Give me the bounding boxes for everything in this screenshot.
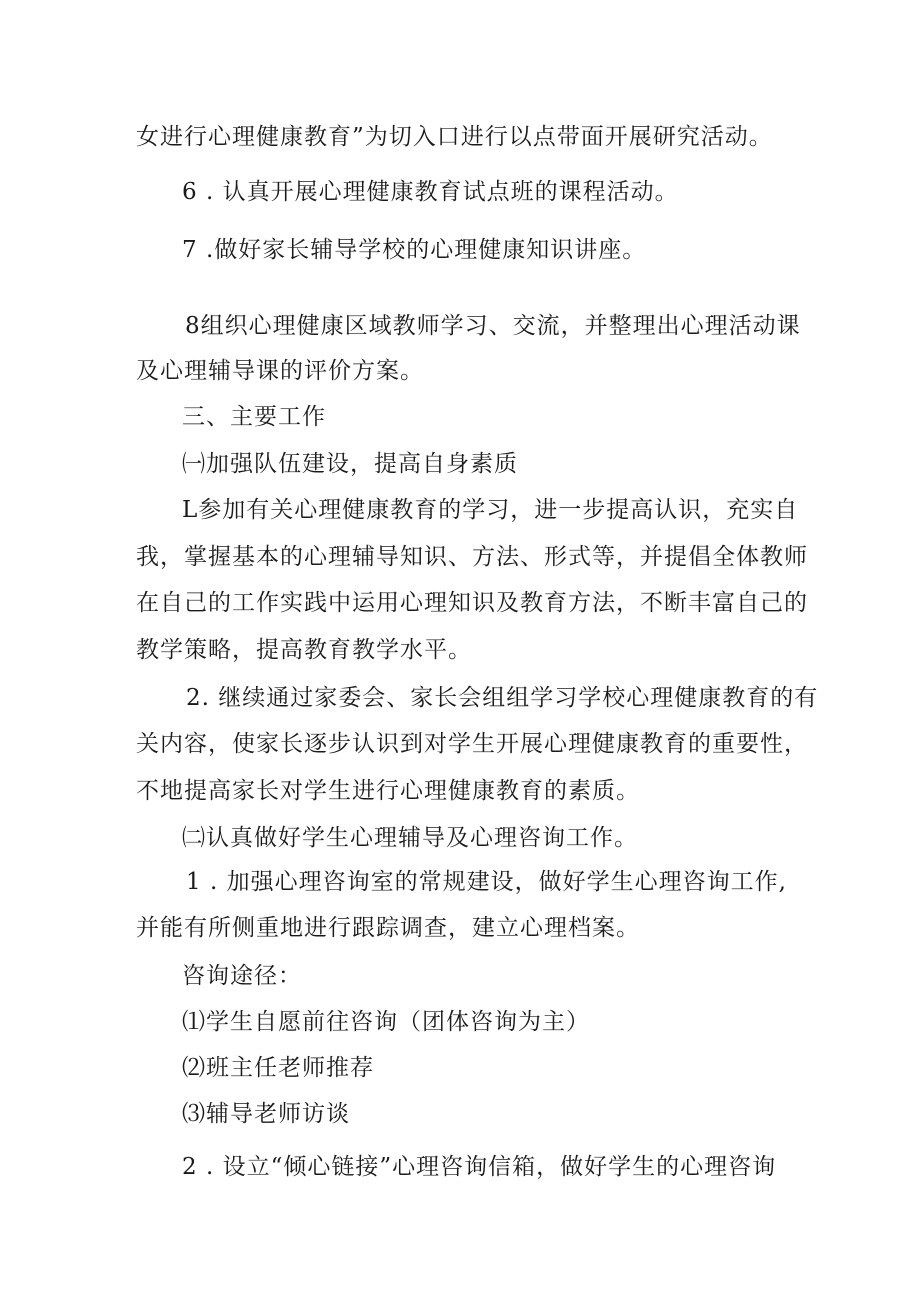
section-heading: 三、主要工作 <box>182 404 326 430</box>
text-line: L参加有关心理健康教育的学习，进一步提高认识，充实自 <box>182 497 799 523</box>
list-item: ⑶辅导老师访谈 <box>182 1101 350 1127</box>
list-item: ⑴学生自愿前往咨询（团体咨询为主） <box>182 1009 590 1035</box>
text-line: 7 .做好家长辅导学校的心理健康知识讲座。 <box>182 237 647 263</box>
text-line: 不地提高家长对学生进行心理健康教育的素质。 <box>136 778 640 804</box>
text-line: 我，掌握基本的心理辅导知识、方法、形式等，并提倡全体教师 <box>136 544 808 570</box>
text-line: 8组织心理健康区域教师学习、交流，并整理出心理活动课 <box>185 313 801 339</box>
text-line: 咨询途径： <box>182 963 302 989</box>
text-line: 在自己的工作实践中运用心理知识及教育方法，不断丰富自己的 <box>136 590 808 616</box>
text-line: 1 . 加强心理咨询室的常规建设，做好学生心理咨询工作, <box>186 869 787 895</box>
text-line: 6 . 认真开展心理健康教育试点班的课程活动。 <box>182 179 679 205</box>
text-line: 2. 继续通过家委会、家长会组组学习学校心理健康教育的有 <box>186 685 819 711</box>
list-item: ⑵班主任老师推荐 <box>182 1055 374 1081</box>
text-line: 关内容，使家长逐步认识到对学生开展心理健康教育的重要性， <box>136 731 808 757</box>
subsection-heading: ㈡认真做好学生心理辅导及心理咨询工作。 <box>182 825 638 851</box>
text-line: 教学策略，提高教育教学水平。 <box>136 637 472 663</box>
text-line: 及心理辅导课的评价方案。 <box>136 358 424 384</box>
text-line: 女进行心理健康教育”为切入口进行以点带面开展研究活动。 <box>136 124 773 150</box>
text-line: 并能有所侧重地进行跟踪调查，建立心理档案。 <box>136 915 640 941</box>
text-line: 2 . 设立“倾心链接”心理咨询信箱，做好学生的心理咨询 <box>182 1154 777 1180</box>
subsection-heading: ㈠加强队伍建设，提高自身素质 <box>182 451 518 477</box>
